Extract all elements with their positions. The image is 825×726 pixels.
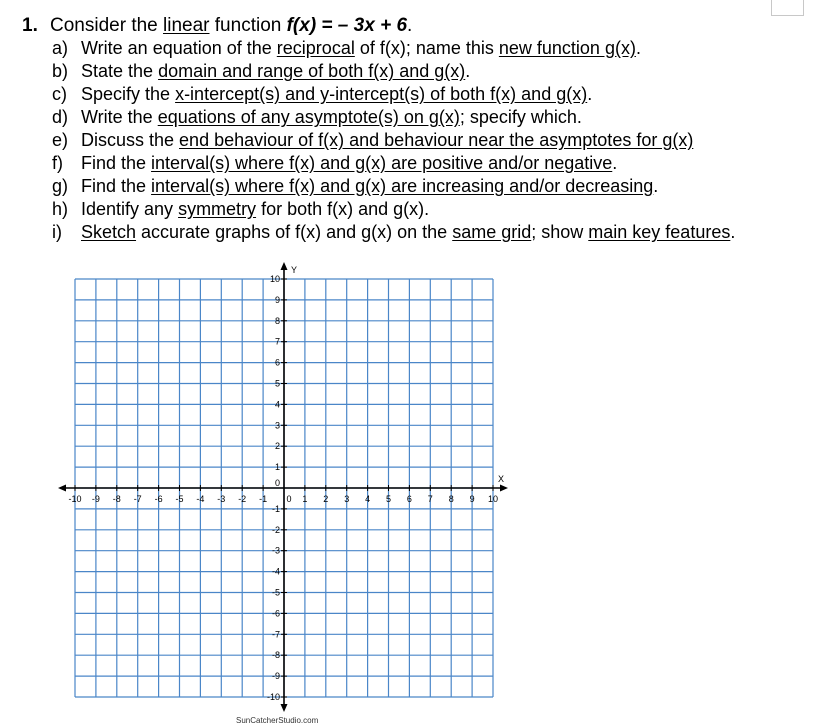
x-tick-label: 4 (365, 494, 371, 504)
part-text: ; show (531, 222, 589, 242)
y-tick-label: -3 (271, 545, 280, 556)
y-tick-label: 9 (274, 294, 280, 305)
x-tick-label: -2 (238, 494, 247, 504)
x-tick-label: -6 (154, 494, 163, 504)
part-text: Write the (81, 107, 158, 127)
x-tick-label: 9 (469, 494, 475, 504)
underlined-text: Sketch (81, 222, 137, 242)
underlined-text: reciprocal (276, 38, 355, 58)
x-tick-label: -4 (196, 494, 205, 504)
y-tick-label: 2 (274, 441, 280, 452)
y-tick-label: 7 (274, 336, 280, 347)
y-tick-label: 0 (274, 478, 280, 488)
x-axis-label: X (497, 474, 505, 484)
y-tick-label: -10 (266, 692, 280, 702)
underlined-text: end behaviour of f(x) and behaviour near the asymptotes for g(x) (179, 130, 694, 150)
intro-end: . (407, 15, 413, 36)
part-text: Specify the (81, 84, 176, 104)
y-tick-label: -6 (271, 608, 280, 619)
underlined-text: new function g(x) (498, 38, 636, 58)
part-text: . (653, 176, 659, 196)
part-text: Write an equation of the (81, 38, 277, 58)
x-tick-label: 7 (427, 494, 433, 504)
y-tick-label: -8 (271, 650, 280, 661)
x-tick-label: 6 (406, 494, 412, 504)
y-tick-label: -5 (271, 587, 280, 598)
intro-link-linear: linear (163, 15, 210, 36)
part-label: b) (52, 61, 69, 81)
part-text: . (730, 222, 736, 242)
part-label: c) (52, 84, 67, 104)
x-tick-label: -9 (91, 494, 100, 504)
y-tick-label: 8 (274, 315, 280, 326)
part-label: e) (52, 130, 69, 150)
x-tick-label: -5 (175, 494, 184, 504)
x-axis-arrow-right (500, 485, 508, 492)
part-text: . (465, 61, 471, 81)
part-text: of f(x); name this (354, 38, 499, 58)
question-number: 1. (22, 15, 38, 36)
part-text: Find the (81, 153, 152, 173)
underlined-text: symmetry (178, 199, 257, 219)
underlined-text: interval(s) where f(x) and g(x) are increasing and/or decreasing (151, 176, 654, 196)
part-text: Find the (81, 176, 152, 196)
underlined-text: interval(s) where f(x) and g(x) are positive and/or negative (151, 153, 613, 173)
y-tick-label: -7 (271, 629, 280, 640)
underlined-text: domain and range of both f(x) and g(x) (158, 61, 466, 81)
part-label: h) (52, 199, 69, 219)
x-axis-arrow-left (58, 485, 66, 492)
part-text: Discuss the (81, 130, 180, 150)
underlined-text: main key features (588, 222, 731, 242)
y-axis-arrow-up (281, 262, 288, 270)
x-tick-label: 2 (323, 494, 329, 504)
part-label: a) (52, 38, 69, 58)
part-label: f) (52, 153, 63, 173)
x-tick-label: 1 (302, 494, 308, 504)
x-tick-label: -8 (112, 494, 121, 504)
y-tick-label: 5 (274, 378, 280, 389)
y-axis-label: Y (291, 265, 298, 275)
y-axis-arrow-down (281, 704, 288, 712)
y-tick-label: 3 (274, 420, 280, 431)
x-tick-label-zero: 0 (286, 494, 292, 504)
y-tick-label: 6 (274, 357, 280, 368)
part-label: i) (52, 222, 62, 242)
part-text: . (587, 84, 593, 104)
y-tick-label: -1 (271, 503, 280, 514)
part-text: . (635, 38, 641, 58)
y-tick-label: 1 (274, 462, 280, 473)
x-tick-label: -10 (68, 494, 82, 504)
part-label: d) (52, 107, 69, 127)
x-tick-label: -7 (133, 494, 142, 504)
credit-text: SunCatcherStudio.com (236, 716, 319, 725)
underlined-text: equations of any asymptote(s) on g(x) (157, 107, 460, 127)
y-tick-label: -9 (271, 671, 280, 682)
x-tick-label: -1 (259, 494, 268, 504)
x-tick-label: 10 (487, 494, 499, 504)
y-tick-label: 4 (274, 399, 280, 410)
part-text: for both f(x) and g(x). (256, 199, 430, 219)
x-tick-label: 8 (448, 494, 454, 504)
part-text: accurate graphs of f(x) and g(x) on the (136, 222, 453, 242)
part-text: State the (81, 61, 159, 81)
underlined-text: x-intercept(s) and y-intercept(s) of both f(x) and g(x) (175, 84, 588, 104)
function-expression: f(x) = – 3x + 6 (286, 15, 408, 36)
y-tick-label: 10 (269, 274, 280, 284)
x-tick-label: 5 (385, 494, 392, 504)
x-tick-label: 3 (344, 494, 350, 504)
x-tick-label: -3 (217, 494, 226, 504)
part-text: ; specify which. (459, 107, 582, 127)
part-text: Identify any (81, 199, 179, 219)
y-tick-label: -2 (271, 524, 280, 535)
part-label: g) (52, 176, 69, 196)
intro-mid: function (214, 15, 282, 36)
intro-text: Consider the (50, 15, 158, 36)
part-text: . (612, 153, 618, 173)
underlined-text: same grid (452, 222, 532, 242)
y-tick-label: -4 (271, 566, 280, 577)
